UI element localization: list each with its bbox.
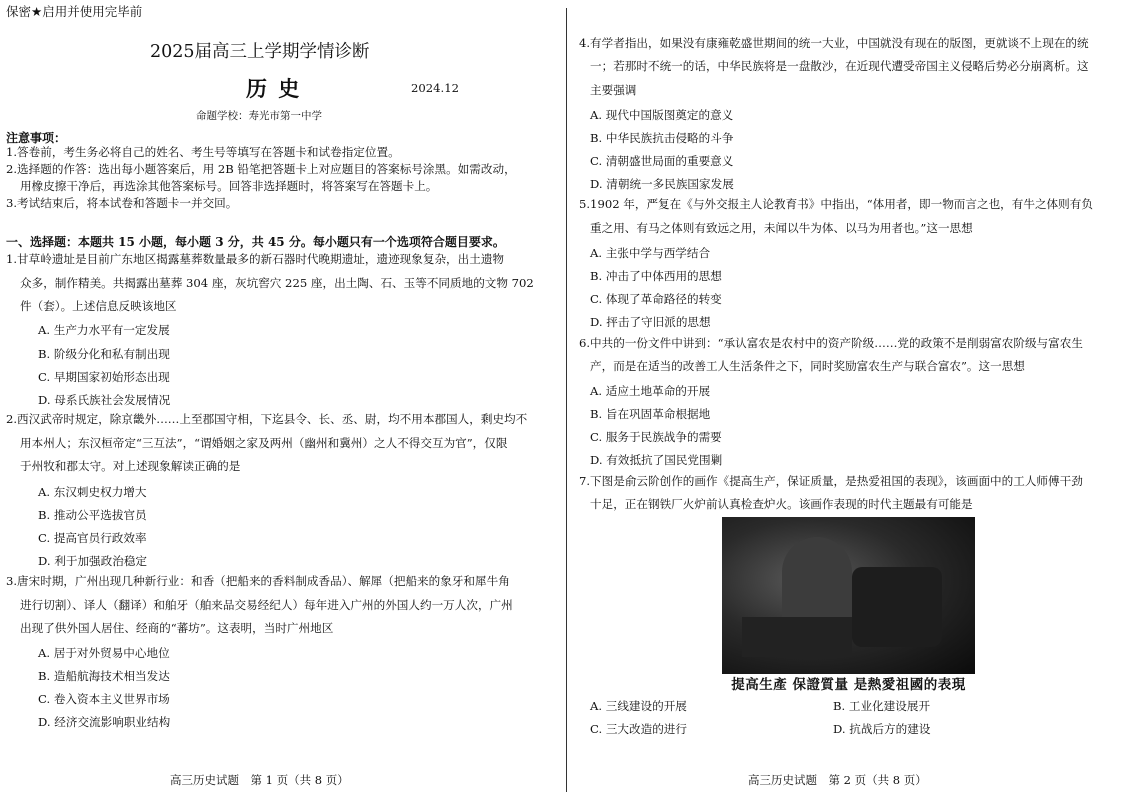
question-4-stem: 一；若那时不统一的话，中华民族将是一盘散沙，在近现代遭受帝国主义侵略后势必分崩离析。这 [590, 59, 1089, 73]
page-left [0, 0, 566, 800]
painting-caption: 提高生產 保證質量 是熱愛祖國的表現 [731, 677, 966, 693]
question-1-stem: 件（套）。上述信息反映该地区 [20, 299, 177, 313]
notes-line: 1.答卷前，考生务必将自己的姓名、考生号等填写在答题卡和试卷指定位置。 [6, 145, 400, 159]
question-5-stem: 5.1902 年，严复在《与外交报主人论教育书》中指出，“体用者，即一物而言之也，有牛之体则有负 [579, 197, 1093, 211]
question-3-stem: 出现了供外国人居住、经商的“蕃坊”。这表明，当时广州地区 [20, 621, 334, 635]
question-7-option-c[interactable]: C. 三大改造的进行 [590, 722, 687, 736]
question-1-stem: 众多，制作精美。共揭露出墓葬 304 座，灰坑窖穴 225 座，出土陶、石、玉等不同质地的文物 702 [20, 276, 534, 290]
furnace-shape [852, 567, 942, 647]
question-5-option-c[interactable]: C. 体现了革命路径的转变 [590, 292, 722, 306]
confidential-label: 保密★启用并使用完毕前 [6, 4, 143, 19]
notes-line: 2.选择题的作答：选出每小题答案后，用 2B 铅笔把答题卡上对应题目的答案标号涂黑。如需改动， [6, 162, 516, 176]
question-6-stem: 产，而是在适当的改善工人生活条件之下，同时奖励富农生产与联合富农”。这一思想 [590, 359, 1025, 373]
question-2-option-a[interactable]: A. 东汉刺史权力增大 [38, 485, 147, 499]
question-1-option-c[interactable]: C. 早期国家初始形态出现 [38, 370, 170, 384]
question-6-option-a[interactable]: A. 适应土地革命的开展 [590, 384, 711, 398]
question-3-stem: 3.唐宋时期，广州出现几种新行业：和香（把船来的香料制成香品）、解犀（把船来的象牙和犀牛角 [6, 574, 510, 588]
question-1-option-a[interactable]: A. 生产力水平有一定发展 [38, 323, 170, 337]
notes-heading: 注意事项： [6, 131, 67, 145]
question-6-option-b[interactable]: B. 旨在巩固革命根据地 [590, 407, 711, 421]
footer-page-1: 高三历史试题 第 1 页（共 8 页） [170, 773, 349, 787]
question-3-option-b[interactable]: B. 造船航海技术相当发达 [38, 669, 170, 683]
question-7-option-d[interactable]: D. 抗战后方的建设 [833, 722, 931, 736]
question-3-option-c[interactable]: C. 卷入资本主义世界市场 [38, 692, 170, 706]
question-6-option-d[interactable]: D. 有效抵抗了国民党围剿 [590, 453, 723, 467]
footer-page-2: 高三历史试题 第 2 页（共 8 页） [748, 773, 927, 787]
question-6-stem: 6.中共的一份文件中讲到：“承认富农是农村中的资产阶级……党的政策不是削弱富农阶级与富农生 [579, 336, 1083, 350]
exam-date: 2024.12 [411, 81, 459, 95]
question-4-option-d[interactable]: D. 清朝统一多民族国家发展 [590, 177, 734, 191]
question-5-option-d[interactable]: D. 抨击了守旧派的思想 [590, 315, 711, 329]
question-4-option-a[interactable]: A. 现代中国版图奠定的意义 [590, 108, 734, 122]
question-7-option-b[interactable]: B. 工业化建设展开 [833, 699, 931, 713]
painting-image [722, 517, 975, 674]
question-5-option-a[interactable]: A. 主张中学与西学结合 [590, 246, 711, 260]
question-1-option-b[interactable]: B. 阶级分化和私有制出现 [38, 347, 170, 361]
question-7-stem: 十足，正在钢铁厂火炉前认真检查炉火。该画作表现的时代主题最有可能是 [590, 497, 973, 511]
question-2-stem: 2.西汉武帝时规定，除京畿外……上至郡国守相，下迄县令、长、丞、尉，均不用本郡国人，剩史均不 [6, 412, 528, 426]
notes-line: 用橡皮擦干净后，再选涂其他答案标号。回答非选择题时，将答案写在答题卡上。 [20, 179, 438, 193]
question-2-stem: 用本州人；东汉桓帝定“三互法”，“谓婚姻之家及两州（幽州和冀州）之人不得交互为官”，仅限 [20, 436, 508, 450]
question-4-stem: 主要强调 [590, 83, 637, 97]
question-7-stem: 7.下图是俞云阶创作的画作《提高生产，保证质量，是热爱祖国的表现》，该画面中的工人师傅干劲 [579, 474, 1083, 488]
question-4-option-c[interactable]: C. 清朝盛世局面的重要意义 [590, 154, 734, 168]
question-5-stem: 重之用、有马之体则有致远之用，未闻以牛为体、以马为用者也。”这一思想 [590, 221, 973, 235]
question-3-option-d[interactable]: D. 经济交流影响职业结构 [38, 715, 171, 729]
question-1-stem: 1.甘草岭遗址是目前广东地区揭露墓葬数量最多的新石器时代晚期遗址，遗迹现象复杂，出土遗物 [6, 252, 505, 266]
question-3-stem: 进行切割）、译人（翻译）和舶牙（舶来品交易经纪人）每年进入广州的外国人约一万人次，广州 [20, 598, 513, 612]
question-2-stem: 于州牧和郡太守。对上述现象解读正确的是 [20, 459, 241, 473]
question-7-option-a[interactable]: A. 三线建设的开展 [590, 699, 687, 713]
section-heading: 一、选择题：本题共 15 小题，每小题 3 分，共 45 分。每小题只有一个选项符合题目要求。 [6, 235, 505, 249]
question-6-option-c[interactable]: C. 服务于民族战争的需要 [590, 430, 722, 444]
question-2-option-d[interactable]: D. 利于加强政治稳定 [38, 554, 148, 568]
subject-title: 历 史 [246, 76, 302, 101]
question-4-stem: 4.有学者指出，如果没有康雍乾盛世期间的统一大业，中国就没有现在的版图，更就谈不上现在的统 [579, 36, 1089, 50]
exam-title: 2025届高三上学期学情诊断 [150, 42, 370, 62]
question-5-option-b[interactable]: B. 冲击了中体西用的思想 [590, 269, 722, 283]
notes-line: 3.考试结束后，将本试卷和答题卡一并交回。 [6, 196, 238, 210]
question-2-option-c[interactable]: C. 提高官员行政效率 [38, 531, 147, 545]
question-3-option-a[interactable]: A. 居于对外贸易中心地位 [38, 646, 170, 660]
school-line: 命题学校：寿光市第一中学 [196, 110, 322, 122]
question-1-option-d[interactable]: D. 母系氏族社会发展情况 [38, 393, 171, 407]
question-2-option-b[interactable]: B. 推动公平选拔官员 [38, 508, 147, 522]
question-4-option-b[interactable]: B. 中华民族抗击侵略的斗争 [590, 131, 734, 145]
foreground-shape [742, 617, 852, 657]
